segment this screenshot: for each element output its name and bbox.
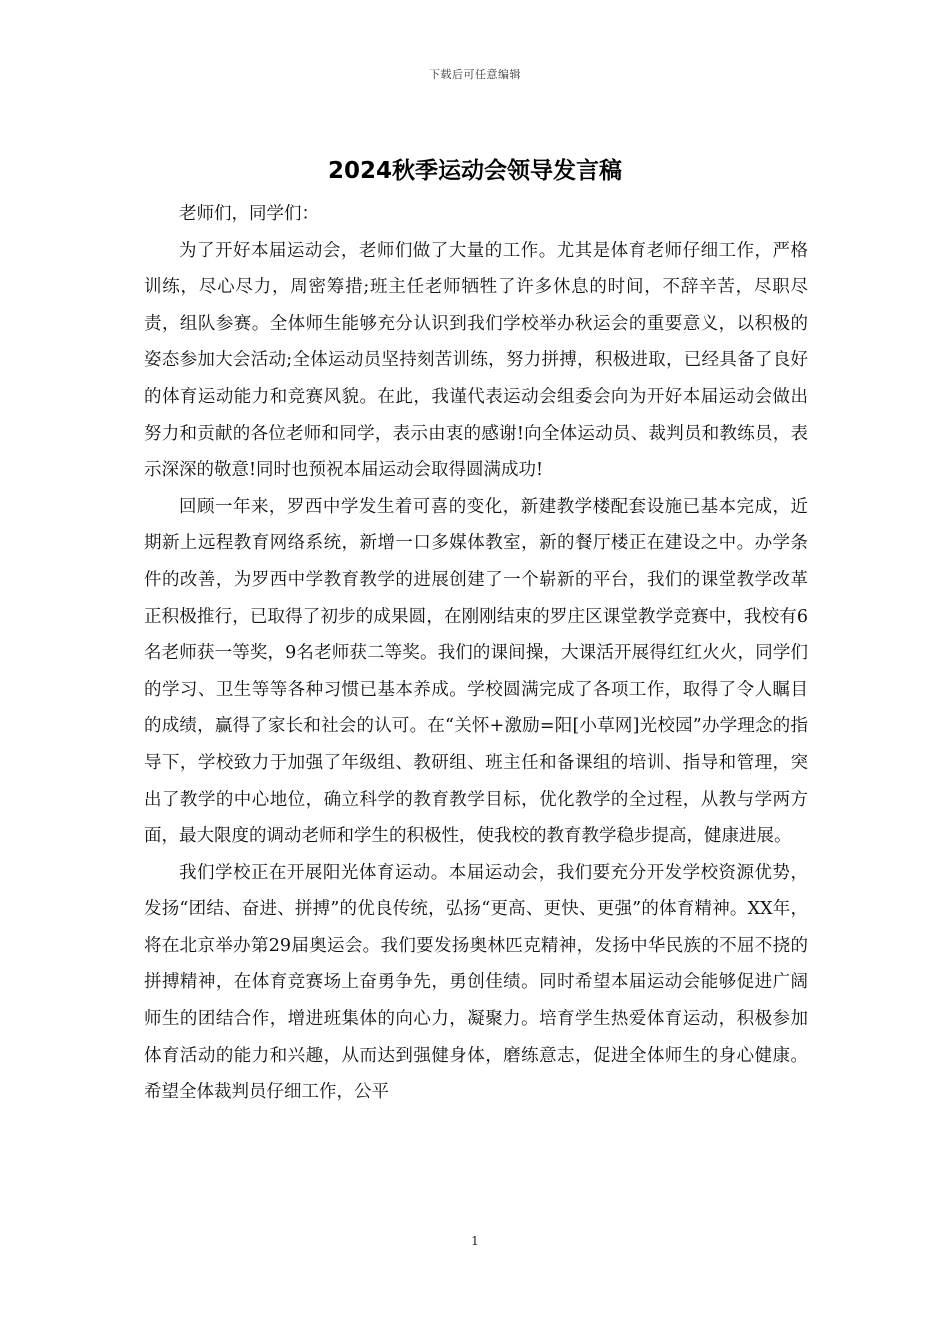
- document-body: [144, 196, 808, 1111]
- document-title: 2024秋季运动会领导发言稿: [327, 158, 622, 184]
- paragraph-review: 回顾一年来，罗西中学发生着可喜的变化，新建教学楼配套设施已基本完成，近期新上远程教育网络系统，新增一口多媒体教室，新的餐厅楼正在建设之中。办学条件的改善，为罗西中学教育教学的进展创建了一个崭新的平台，我们的课堂教学改革正积极推行，已取得了初步的成果圆，在刚刚结束的罗庄区课堂教学竞赛中，我校有6名老师获一等奖，9名老师获二等奖。我们的课间操，大课活开展得红红火火，同学们的学习、卫生等等各种习惯已基本养成。学校圆满完成了各项工作，取得了令人瞩目的成绩，赢得了家长和社会的认可。在“关怀+激励=阳[小草网]光校园”办学理念的指导下，学校致力于加强了年级组、教研组、班主任和备课组的培训、指导和管理，突出了教学的中心地位，确立科学的教育教学目标，优化教学的全过程，从教与学两方面，最大限度的调动老师和学生的积极性，使我校的教育教学稳步提高，健康进展。: [144, 496, 808, 847]
- page-number: 1: [471, 1234, 479, 1248]
- header-note: 下载后可任意编辑: [429, 68, 521, 81]
- paragraph-thanks: 为了开好本届运动会，老师们做了大量的工作。尤其是体育老师仔细工作，严格训练，尽心尽力，周密筹措;班主任老师牺牲了许多休息的时间，不辞辛苦，尽职尽责，组队参赛。全体师生能够充分认识到我们学校举办秋运会的重要意义，以积极的姿态参加大会活动;全体运动员坚持刻苦训练，努力拼搏，积极进取，已经具备了良好的体育运动能力和竞赛风貌。在此，我谨代表运动会组委会向为开好本届运动会做出努力和贡献的各位老师和同学，表示由衷的感谢!向全体运动员、裁判员和教练员，表示深深的敬意!同时也预祝本届运动会取得圆满成功!: [144, 240, 808, 481]
- salutation: 老师们，同学们：: [179, 204, 319, 224]
- paragraph-sports-spirit: 我们学校正在开展阳光体育运动。本届运动会，我们要充分开发学校资源优势，发扬“团结、奋进、拼搏”的优良传统，弘扬“更高、更快、更强”的体育精神。XX年，将在北京举办第29届奥运会。我们要发扬奥林匹克精神，发扬中华民族的不屈不挠的拼搏精神，在体育竞赛场上奋勇争先，勇创佳绩。同时希望本届运动会能够促进广阔师生的团结合作，增进班集体的向心力，凝聚力。培育学生热爱体育运动，积极参加体育活动的能力和兴趣，从而达到强健身体，磨练意志，促进全体师生的身心健康。希望全体裁判员仔细工作，公平: [144, 862, 808, 1103]
